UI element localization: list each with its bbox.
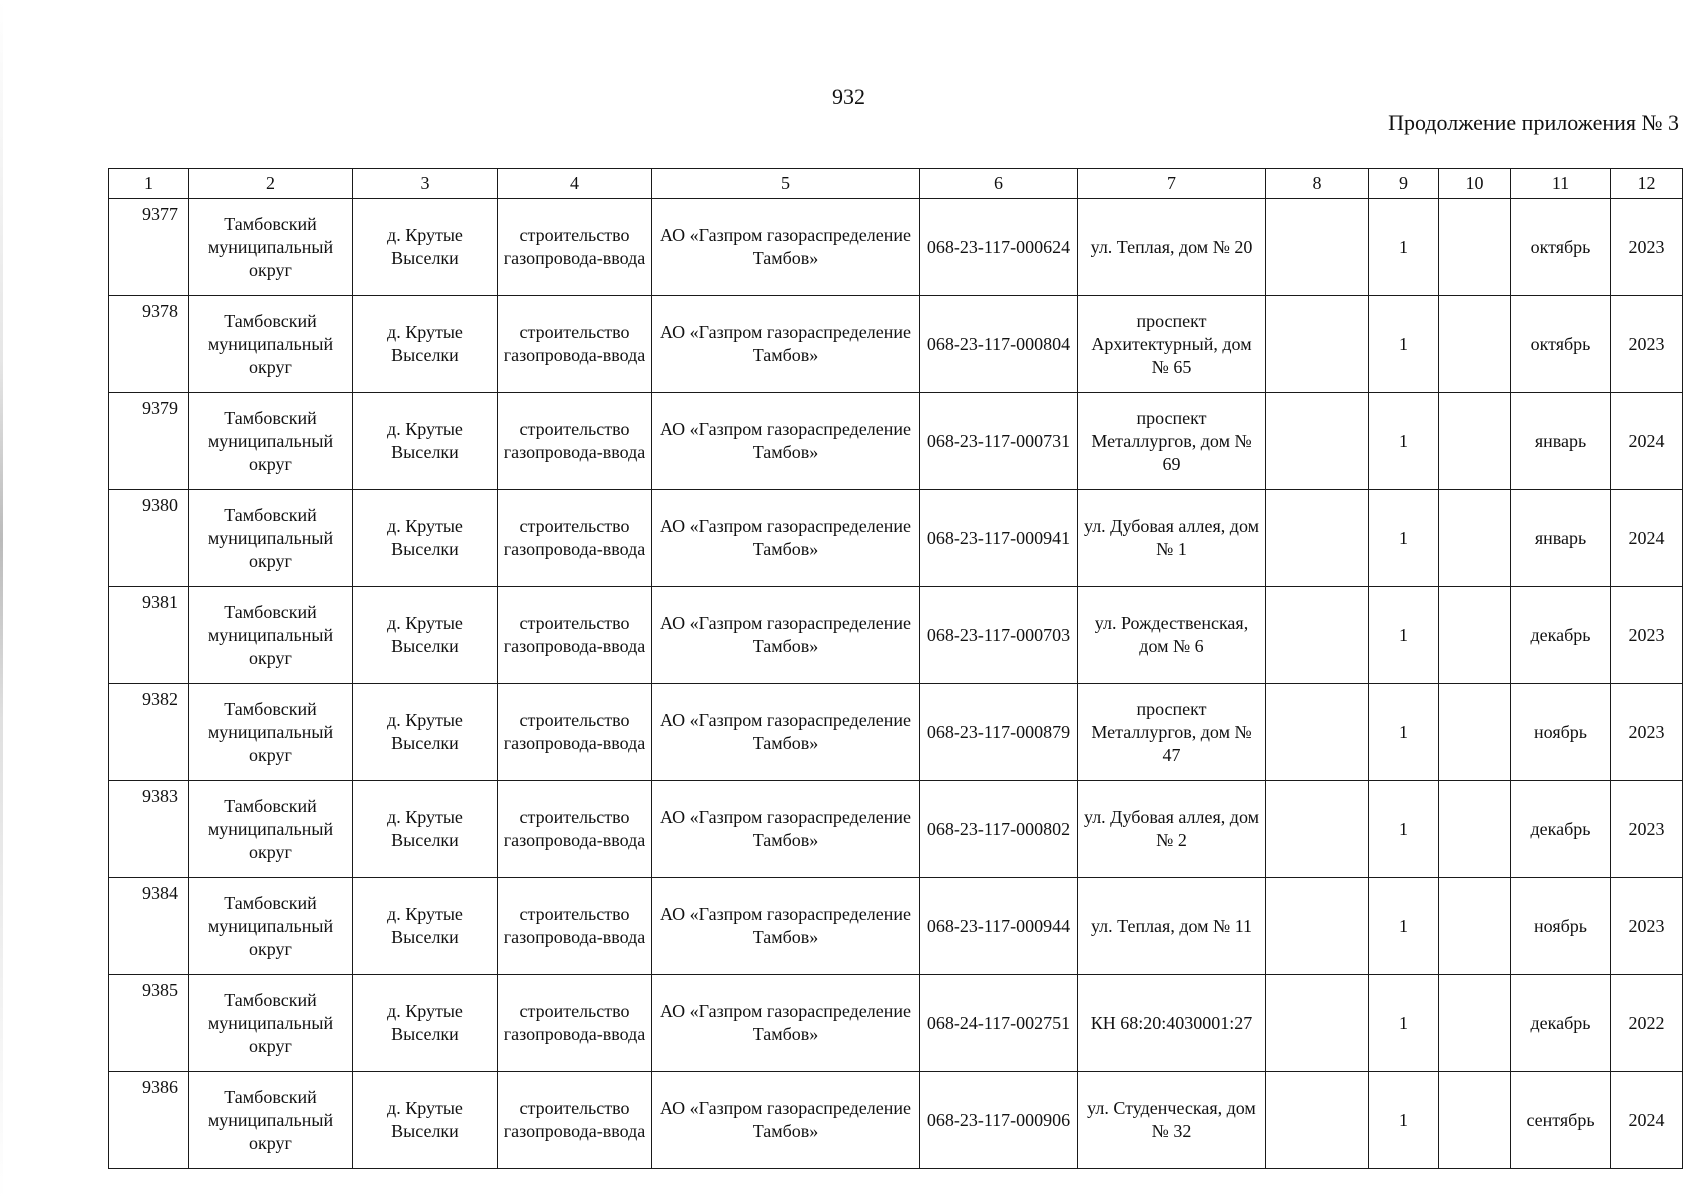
- work-type-cell: строительство газопровода-ввода: [498, 878, 652, 975]
- address-cell: проспект Металлургов, дом № 47: [1078, 684, 1266, 781]
- table-row: [109, 199, 1683, 296]
- work-type-cell: строительство газопровода-ввода: [498, 199, 652, 296]
- quantity-cell: 1: [1369, 587, 1439, 684]
- settlement-cell: д. Крутые Выселки: [353, 296, 498, 393]
- municipality-cell: Тамбовский муниципальный округ: [189, 393, 353, 490]
- work-type-cell: строительство газопровода-ввода: [498, 490, 652, 587]
- address-cell: КН 68:20:4030001:27: [1078, 975, 1266, 1072]
- organization-cell: АО «Газпром газораспределение Тамбов»: [652, 878, 920, 975]
- year-cell: 2023: [1611, 878, 1683, 975]
- table-row: [109, 781, 1683, 878]
- column-header-7: 7: [1078, 169, 1266, 199]
- application-number-cell: 068-23-117-000879: [920, 684, 1078, 781]
- quantity-cell: 1: [1369, 781, 1439, 878]
- column-header-6: 6: [920, 169, 1078, 199]
- year-cell: 2024: [1611, 1072, 1683, 1169]
- column-8-cell: [1266, 684, 1369, 781]
- settlement-cell: д. Крутые Выселки: [353, 1072, 498, 1169]
- row-number: 9379: [109, 393, 189, 490]
- column-10-cell: [1439, 296, 1511, 393]
- work-type-cell: строительство газопровода-ввода: [498, 781, 652, 878]
- organization-cell: АО «Газпром газораспределение Тамбов»: [652, 975, 920, 1072]
- organization-cell: АО «Газпром газораспределение Тамбов»: [652, 296, 920, 393]
- application-number-cell: 068-23-117-000731: [920, 393, 1078, 490]
- column-10-cell: [1439, 684, 1511, 781]
- column-header-1: 1: [109, 169, 189, 199]
- year-cell: 2023: [1611, 199, 1683, 296]
- municipality-cell: Тамбовский муниципальный округ: [189, 587, 353, 684]
- row-number: 9384: [109, 878, 189, 975]
- month-cell: декабрь: [1511, 975, 1611, 1072]
- column-header-3: 3: [353, 169, 498, 199]
- quantity-cell: 1: [1369, 975, 1439, 1072]
- settlement-cell: д. Крутые Выселки: [353, 490, 498, 587]
- municipality-cell: Тамбовский муниципальный округ: [189, 199, 353, 296]
- application-number-cell: 068-24-117-002751: [920, 975, 1078, 1072]
- column-8-cell: [1266, 587, 1369, 684]
- municipality-cell: Тамбовский муниципальный округ: [189, 490, 353, 587]
- organization-cell: АО «Газпром газораспределение Тамбов»: [652, 393, 920, 490]
- application-number-cell: 068-23-117-000941: [920, 490, 1078, 587]
- address-cell: ул. Студенческая, дом № 32: [1078, 1072, 1266, 1169]
- organization-cell: АО «Газпром газораспределение Тамбов»: [652, 490, 920, 587]
- appendix-continuation-note: Продолжение приложения № 3: [1388, 110, 1679, 135]
- application-number-cell: 068-23-117-000906: [920, 1072, 1078, 1169]
- organization-cell: АО «Газпром газораспределение Тамбов»: [652, 781, 920, 878]
- month-cell: январь: [1511, 490, 1611, 587]
- table-row: [109, 393, 1683, 490]
- row-number: 9383: [109, 781, 189, 878]
- table-row: [109, 490, 1683, 587]
- table-row: [109, 975, 1683, 1072]
- column-8-cell: [1266, 490, 1369, 587]
- organization-cell: АО «Газпром газораспределение Тамбов»: [652, 1072, 920, 1169]
- application-number-cell: 068-23-117-000624: [920, 199, 1078, 296]
- row-number: 9378: [109, 296, 189, 393]
- work-type-cell: строительство газопровода-ввода: [498, 684, 652, 781]
- application-number-cell: 068-23-117-000804: [920, 296, 1078, 393]
- header-row: [109, 169, 1683, 199]
- table-body: [109, 199, 1683, 1169]
- address-cell: ул. Теплая, дом № 11: [1078, 878, 1266, 975]
- year-cell: 2023: [1611, 684, 1683, 781]
- organization-cell: АО «Газпром газораспределение Тамбов»: [652, 587, 920, 684]
- month-cell: ноябрь: [1511, 878, 1611, 975]
- column-10-cell: [1439, 878, 1511, 975]
- column-8-cell: [1266, 878, 1369, 975]
- table-row: [109, 878, 1683, 975]
- settlement-cell: д. Крутые Выселки: [353, 684, 498, 781]
- column-8-cell: [1266, 975, 1369, 1072]
- month-cell: октябрь: [1511, 296, 1611, 393]
- address-cell: ул. Теплая, дом № 20: [1078, 199, 1266, 296]
- municipality-cell: Тамбовский муниципальный округ: [189, 684, 353, 781]
- work-type-cell: строительство газопровода-ввода: [498, 975, 652, 1072]
- registry-table: [108, 168, 1683, 1169]
- quantity-cell: 1: [1369, 490, 1439, 587]
- table-header: [109, 169, 1683, 199]
- column-8-cell: [1266, 781, 1369, 878]
- column-10-cell: [1439, 490, 1511, 587]
- column-header-5: 5: [652, 169, 920, 199]
- column-header-4: 4: [498, 169, 652, 199]
- municipality-cell: Тамбовский муниципальный округ: [189, 975, 353, 1072]
- column-10-cell: [1439, 781, 1511, 878]
- column-10-cell: [1439, 393, 1511, 490]
- column-10-cell: [1439, 587, 1511, 684]
- year-cell: 2022: [1611, 975, 1683, 1072]
- work-type-cell: строительство газопровода-ввода: [498, 1072, 652, 1169]
- municipality-cell: Тамбовский муниципальный округ: [189, 781, 353, 878]
- row-number: 9382: [109, 684, 189, 781]
- quantity-cell: 1: [1369, 296, 1439, 393]
- table-row: [109, 684, 1683, 781]
- address-cell: ул. Рождественская, дом № 6: [1078, 587, 1266, 684]
- row-number: 9386: [109, 1072, 189, 1169]
- month-cell: декабрь: [1511, 781, 1611, 878]
- address-cell: ул. Дубовая аллея, дом № 1: [1078, 490, 1266, 587]
- municipality-cell: Тамбовский муниципальный округ: [189, 1072, 353, 1169]
- address-cell: ул. Дубовая аллея, дом № 2: [1078, 781, 1266, 878]
- address-cell: проспект Металлургов, дом № 69: [1078, 393, 1266, 490]
- column-8-cell: [1266, 1072, 1369, 1169]
- table-row: [109, 1072, 1683, 1169]
- row-number: 9381: [109, 587, 189, 684]
- column-header-2: 2: [189, 169, 353, 199]
- organization-cell: АО «Газпром газораспределение Тамбов»: [652, 684, 920, 781]
- column-8-cell: [1266, 393, 1369, 490]
- quantity-cell: 1: [1369, 684, 1439, 781]
- column-10-cell: [1439, 1072, 1511, 1169]
- quantity-cell: 1: [1369, 1072, 1439, 1169]
- month-cell: ноябрь: [1511, 684, 1611, 781]
- address-cell: проспект Архитектурный, дом № 65: [1078, 296, 1266, 393]
- column-8-cell: [1266, 296, 1369, 393]
- scan-edge-shadow: [0, 0, 3, 1200]
- year-cell: 2024: [1611, 393, 1683, 490]
- year-cell: 2023: [1611, 781, 1683, 878]
- organization-cell: АО «Газпром газораспределение Тамбов»: [652, 199, 920, 296]
- column-10-cell: [1439, 975, 1511, 1072]
- column-8-cell: [1266, 199, 1369, 296]
- column-header-8: 8: [1266, 169, 1369, 199]
- row-number: 9385: [109, 975, 189, 1072]
- application-number-cell: 068-23-117-000944: [920, 878, 1078, 975]
- settlement-cell: д. Крутые Выселки: [353, 781, 498, 878]
- column-header-12: 12: [1611, 169, 1683, 199]
- settlement-cell: д. Крутые Выселки: [353, 393, 498, 490]
- month-cell: октябрь: [1511, 199, 1611, 296]
- municipality-cell: Тамбовский муниципальный округ: [189, 878, 353, 975]
- table-row: [109, 587, 1683, 684]
- row-number: 9380: [109, 490, 189, 587]
- quantity-cell: 1: [1369, 393, 1439, 490]
- work-type-cell: строительство газопровода-ввода: [498, 296, 652, 393]
- year-cell: 2023: [1611, 587, 1683, 684]
- page-number: 932: [832, 84, 865, 109]
- settlement-cell: д. Крутые Выселки: [353, 975, 498, 1072]
- quantity-cell: 1: [1369, 199, 1439, 296]
- settlement-cell: д. Крутые Выселки: [353, 199, 498, 296]
- table-row: [109, 296, 1683, 393]
- application-number-cell: 068-23-117-000703: [920, 587, 1078, 684]
- settlement-cell: д. Крутые Выселки: [353, 587, 498, 684]
- month-cell: сентябрь: [1511, 1072, 1611, 1169]
- month-cell: декабрь: [1511, 587, 1611, 684]
- column-header-11: 11: [1511, 169, 1611, 199]
- month-cell: январь: [1511, 393, 1611, 490]
- settlement-cell: д. Крутые Выселки: [353, 878, 498, 975]
- year-cell: 2023: [1611, 296, 1683, 393]
- quantity-cell: 1: [1369, 878, 1439, 975]
- municipality-cell: Тамбовский муниципальный округ: [189, 296, 353, 393]
- application-number-cell: 068-23-117-000802: [920, 781, 1078, 878]
- column-10-cell: [1439, 199, 1511, 296]
- work-type-cell: строительство газопровода-ввода: [498, 393, 652, 490]
- column-header-10: 10: [1439, 169, 1511, 199]
- work-type-cell: строительство газопровода-ввода: [498, 587, 652, 684]
- row-number: 9377: [109, 199, 189, 296]
- column-header-9: 9: [1369, 169, 1439, 199]
- year-cell: 2024: [1611, 490, 1683, 587]
